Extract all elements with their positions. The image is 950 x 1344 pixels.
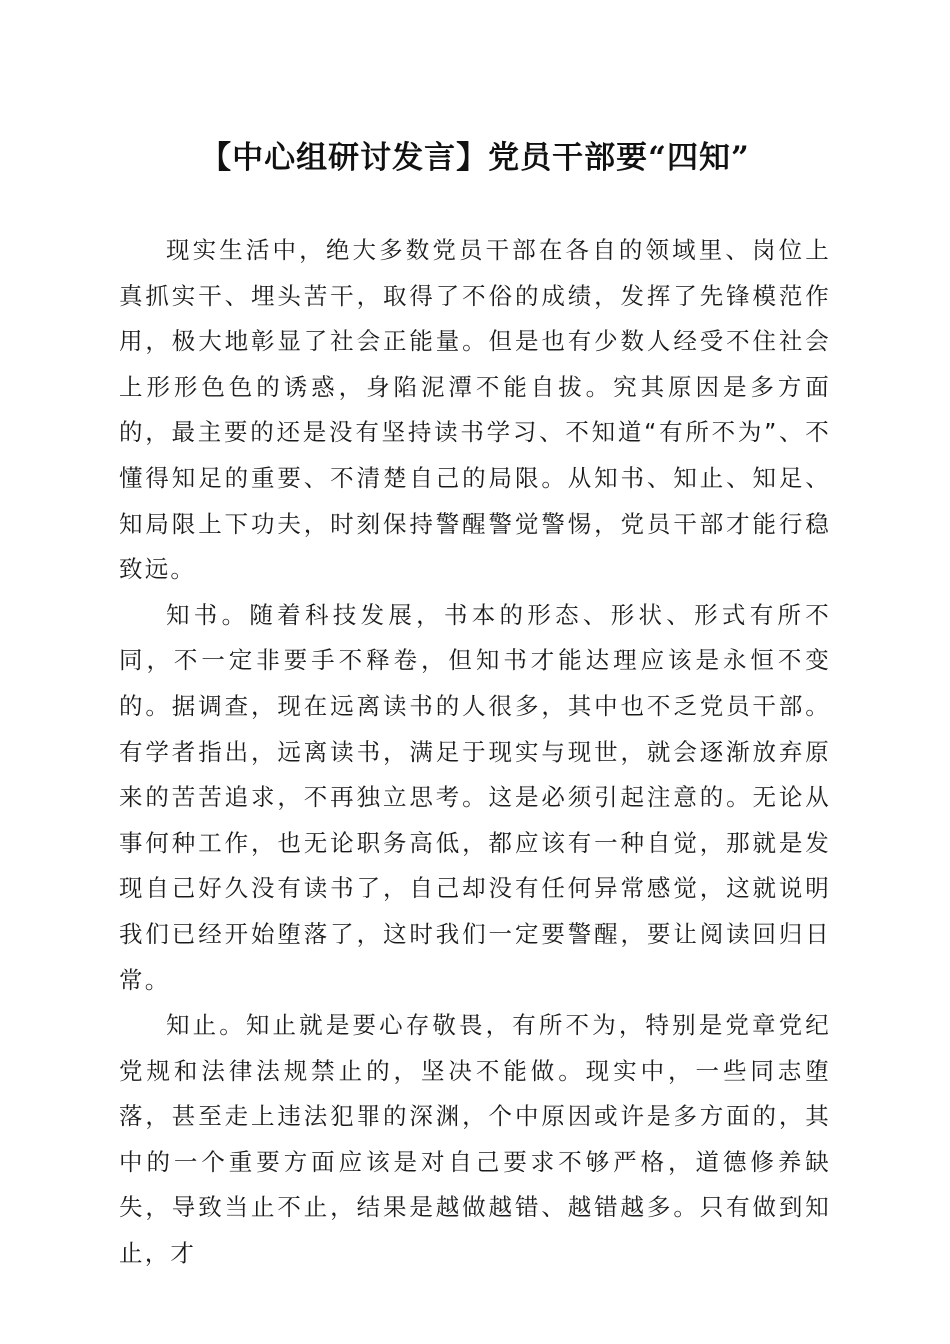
paragraph-intro: 现实生活中，绝大多数党员干部在各自的领域里、岗位上真抓实干、埋头苦干，取得了不俗的成绩，发挥了先锋模范作用，极大地彰显了社会正能量。但是也有少数人经受不住社会上形形色色的诱惑，身陷泥潭不能自拔。究其原因是多方面的，最主要的还是没有坚持读书学习、不知道“有所不为”、不懂得知足的重要、不清楚自己的局限。从知书、知止、知足、知局限上下功夫，时刻保持警醒警觉警惕，党员干部才能行稳致远。 [119,236,831,584]
paragraph-zhishu: 知书。随着科技发展，书本的形态、形状、形式有所不同，不一定非要手不释卷，但知书才能达理应该是永恒不变的。据调查，现在远离读书的人很多，其中也不乏党员干部。有学者指出，远离读书，满足于现实与现世，就会逐渐放弃原来的苦苦追求，不再独立思考。这是必须引起注意的。无论从事何种工作，也无论职务高低，都应该有一种自觉，那就是发现自己好久没有读书了，自己却没有任何异常感觉，这就说明我们已经开始堕落了，这时我们一定要警醒，要让阅读回归日常。 [119,600,831,994]
document-body [119,228,831,1277]
document-title: 【中心组研讨发言】党员干部要“四知” [200,140,750,176]
paragraph-zhizhi: 知止。知止就是要心存敬畏，有所不为，特别是党章党纪党规和法律法规禁止的，坚决不能做。现实中，一些同志堕落，甚至走上违法犯罪的深渊，个中原因或许是多方面的，其中的一个重要方面应该是对自己要求不够严格，道德修养缺失，导致当止不止，结果是越做越错、越错越多。只有做到知止，才 [119,1011,831,1268]
